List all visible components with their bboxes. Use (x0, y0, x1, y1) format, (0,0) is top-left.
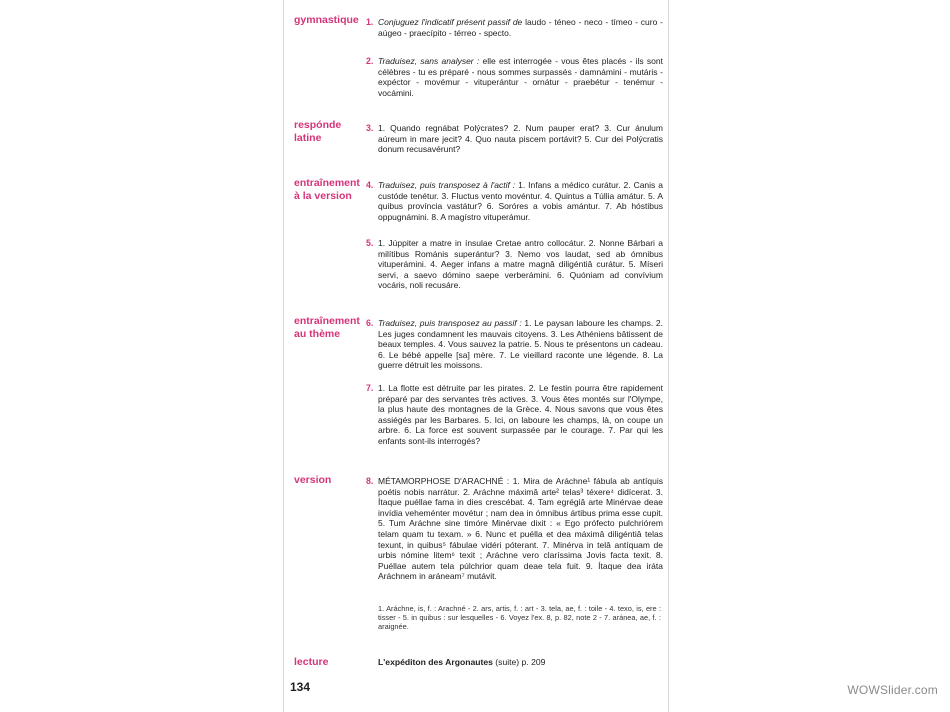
exercise-number: 3. (366, 123, 374, 133)
page-number: 134 (290, 680, 311, 694)
exercise-number: 8. (366, 476, 374, 486)
exercise-instruction: Traduisez, sans analyser : (378, 56, 480, 66)
exercise-number: 1. (366, 17, 374, 27)
exercise-text: laudo - téneo - neco - tímeo - curo - aúgeo - praecípito - térreo - specto. (378, 17, 663, 38)
exercise-text: 1. Quando regnábat Polýcrates? 2. Num pauper erat? 3. Cur ánulum aúreum in mare jecit? 4. Quo nauta piscem portávit? 5. Cur dei Polýcratis donum recusavérunt? (378, 123, 663, 155)
exercise-instruction: Traduisez, puis transposez à l'actif : (378, 180, 516, 190)
watermark: WOWSlider.com (847, 683, 938, 697)
exercise-number: 7. (366, 383, 374, 393)
section-label-gymnastique: gymnastique (294, 14, 359, 26)
exercise-number: 6. (366, 318, 374, 328)
exercise-text: 1. Mira de Aráchne¹ fábula ab antíquis poétis nobis narrátur. 2. Aráchne máximâ arte² telas³ téxere⁴ didícerat. 3. Ítaque puéllae fama in dies crescébat. 4. Tam egrégiâ arte Minérvae deae invídia veheménter movétur ; nam dea in ómnibus ártibus prima esse cupit. 5. Tum Aráchne sine timóre Minérvae dixit : « Ego prófecto pulchriórem telam quam tu texam. » 6. Nunc et puélla et dea máximâ diligéntiâ telas texunt, in quibus⁵ fábulae vidéri póterant. 7. Minérva in telâ antíquam de urbis nómine litem⁶ texit ; Aráchne vero claríssima Jovis facta texit. 8. Puéllae autem tela púlchrior quam deae tela fuit. 9. Ítaque dea iráta Aráchnem in aráneam⁷ mutávit. (378, 476, 663, 582)
exercise-3 (366, 123, 663, 155)
exercise-8 (366, 476, 663, 582)
exercise-text: 1. Infans a médico curátur. 2. Canis a custóde tenétur. 3. Fluctus vento movéntur. 4. Quintus a Túllia amátur. 5. A quibus província vastátur? 6. Soróres a vobis amántur. 7. Ab hóstibus oppugnámini. 8. A magístro vituperámur. (378, 180, 663, 222)
exercise-number: 2. (366, 56, 374, 66)
section-label-theme-training: entraînement au thème (294, 315, 360, 340)
exercise-number: 4. (366, 180, 374, 190)
exercise-title: MÉTAMORPHOSE D'ARACHNÉ : (378, 476, 510, 486)
section-label-version: version (294, 474, 332, 486)
lecture-page: (suite) p. 209 (495, 657, 546, 667)
exercise-number: 5. (366, 238, 374, 248)
exercise-1 (366, 17, 663, 38)
exercise-text: 1. La flotte est détruite par les pirates. 2. Le festin pourra être rapidement préparé par des servantes très actives. 3. Vous êtes montés sur l'Olympe, la plus haute des montagnes de la Grèce. 4. Nous savons que vous êtes assiégés par les Barbares. 5. Ici, on laboure les champs, là, on coupe un arbre. 6. La force est souvent surpassée par le courage. 7. Par qui les enfants sont-ils interrogés? (378, 383, 663, 446)
exercise-6 (366, 318, 663, 371)
footnotes: 1. Aráchne, is, f. : Arachné - 2. ars, artis, f. : art - 3. tela, ae, f. : toile - 4. texo, is, ere : tisser - 5. in quibus : sur lesquelles - 6. Voyez l'ex. 8, p. 82, note 2 - 7. aránea, ae, f. : araignée. (378, 604, 661, 631)
section-label-version-training: entraînement à la version (294, 177, 360, 202)
exercise-instruction: Traduisez, puis transposez au passif : (378, 318, 522, 328)
lecture-reference (378, 657, 545, 668)
exercise-instruction: Conjuguez l'indicatif présent passif de (378, 17, 523, 27)
section-label-lecture: lecture (294, 656, 329, 668)
exercise-5 (366, 238, 663, 291)
exercise-text: elle est interrogée - vous êtes placés - ils sont célèbres - tu es préparé - nous sommes surpassés - damnámini - mutáris - expéctor - movémur - vituperántur - ornátur - praebétur - tenémur - vocámini. (378, 56, 663, 98)
exercise-text: 1. Le paysan laboure les champs. 2. Les juges condamnent les mauvais citoyens. 3. Les Athéniens bâtissent de beaux temples. 4. Vous sauvez la patrie. 5. Nous te présentons un cadeau. 6. Le bébé appelle [sa] mère. 7. Le vieillard raconte une légende. 8. La guerre détruit les moissons. (378, 318, 663, 371)
exercise-2 (366, 56, 663, 98)
textbook-page (283, 0, 669, 712)
exercise-text: 1. Júppiter a matre in ínsulae Cretae antro collocátur. 2. Nonne Bárbari a milítibus Románis superántur? 3. Nemo vos laudat, sed ab ómnibus vituperámini. 4. Aeger infans a matre magnâ diligéntiâ curátur. 5. Míseri servi, a saevo dómino saepe verberámini. 6. Quóniam ad convívium vocáris, noli recusáre. (378, 238, 663, 291)
lecture-title: L'expéditon des Argonautes (378, 657, 493, 667)
section-label-responde: respónde latine (294, 119, 342, 144)
exercise-7 (366, 383, 663, 447)
exercise-4 (366, 180, 663, 222)
